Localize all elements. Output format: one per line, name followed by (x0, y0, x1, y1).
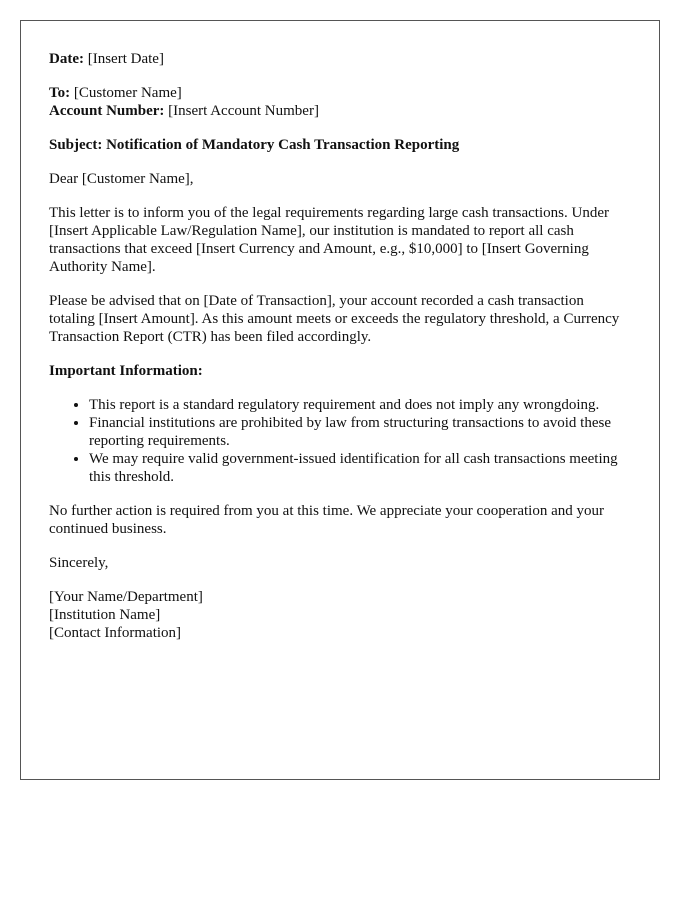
important-list (49, 396, 631, 486)
account-label: Account Number: (49, 103, 165, 119)
date-label: Date: (49, 51, 84, 67)
signature-contact: [Contact Information] (49, 625, 182, 641)
important-heading: Important Information: (49, 363, 203, 379)
account-value: [Insert Account Number] (168, 103, 319, 119)
paragraph-legal-requirements: This letter is to inform you of the legal requirements regarding large cash transactions. Under [Insert Applicable Law/Regulation Name], our institution is mandated to report all cash transactions that exceed [Insert Currency and Amount, e.g., $10,000] to [Insert Governing Authority Name]. (49, 205, 609, 275)
list-item: • We may require valid government-issued identification for all cash transactions meeting this threshold. (89, 450, 631, 486)
closing-paragraph: No further action is required from you at this time. We appreciate your cooperation and your continued business. (49, 503, 604, 537)
salutation: Dear [Customer Name], (49, 171, 194, 187)
date-line (49, 50, 631, 68)
date-value: [Insert Date] (87, 51, 164, 67)
paragraph-transaction-notice: Please be advised that on [Date of Transaction], your account recorded a cash transaction totaling [Insert Amount]. As this amount meets or exceeds the regulatory threshold, a Currency Transaction Report (CTR) has been filed accordingly. (49, 293, 620, 345)
sign-off: Sincerely, (49, 555, 109, 571)
letter-page (20, 20, 660, 780)
signature-institution: [Institution Name] (49, 607, 161, 623)
signature-block (49, 588, 631, 642)
to-label: To: (49, 85, 71, 101)
list-item: • This report is a standard regulatory requirement and does not imply any wrongdoing. (89, 396, 631, 414)
signature-name: [Your Name/Department] (49, 589, 203, 605)
account-line (49, 102, 631, 120)
recipient-block (49, 84, 631, 120)
to-line (49, 84, 631, 102)
subject-line: Subject: Notification of Mandatory Cash Transaction Reporting (49, 137, 460, 153)
to-value: [Customer Name] (73, 85, 182, 101)
list-item: • Financial institutions are prohibited by law from structuring transactions to avoid these reporting requirements. (89, 414, 631, 450)
